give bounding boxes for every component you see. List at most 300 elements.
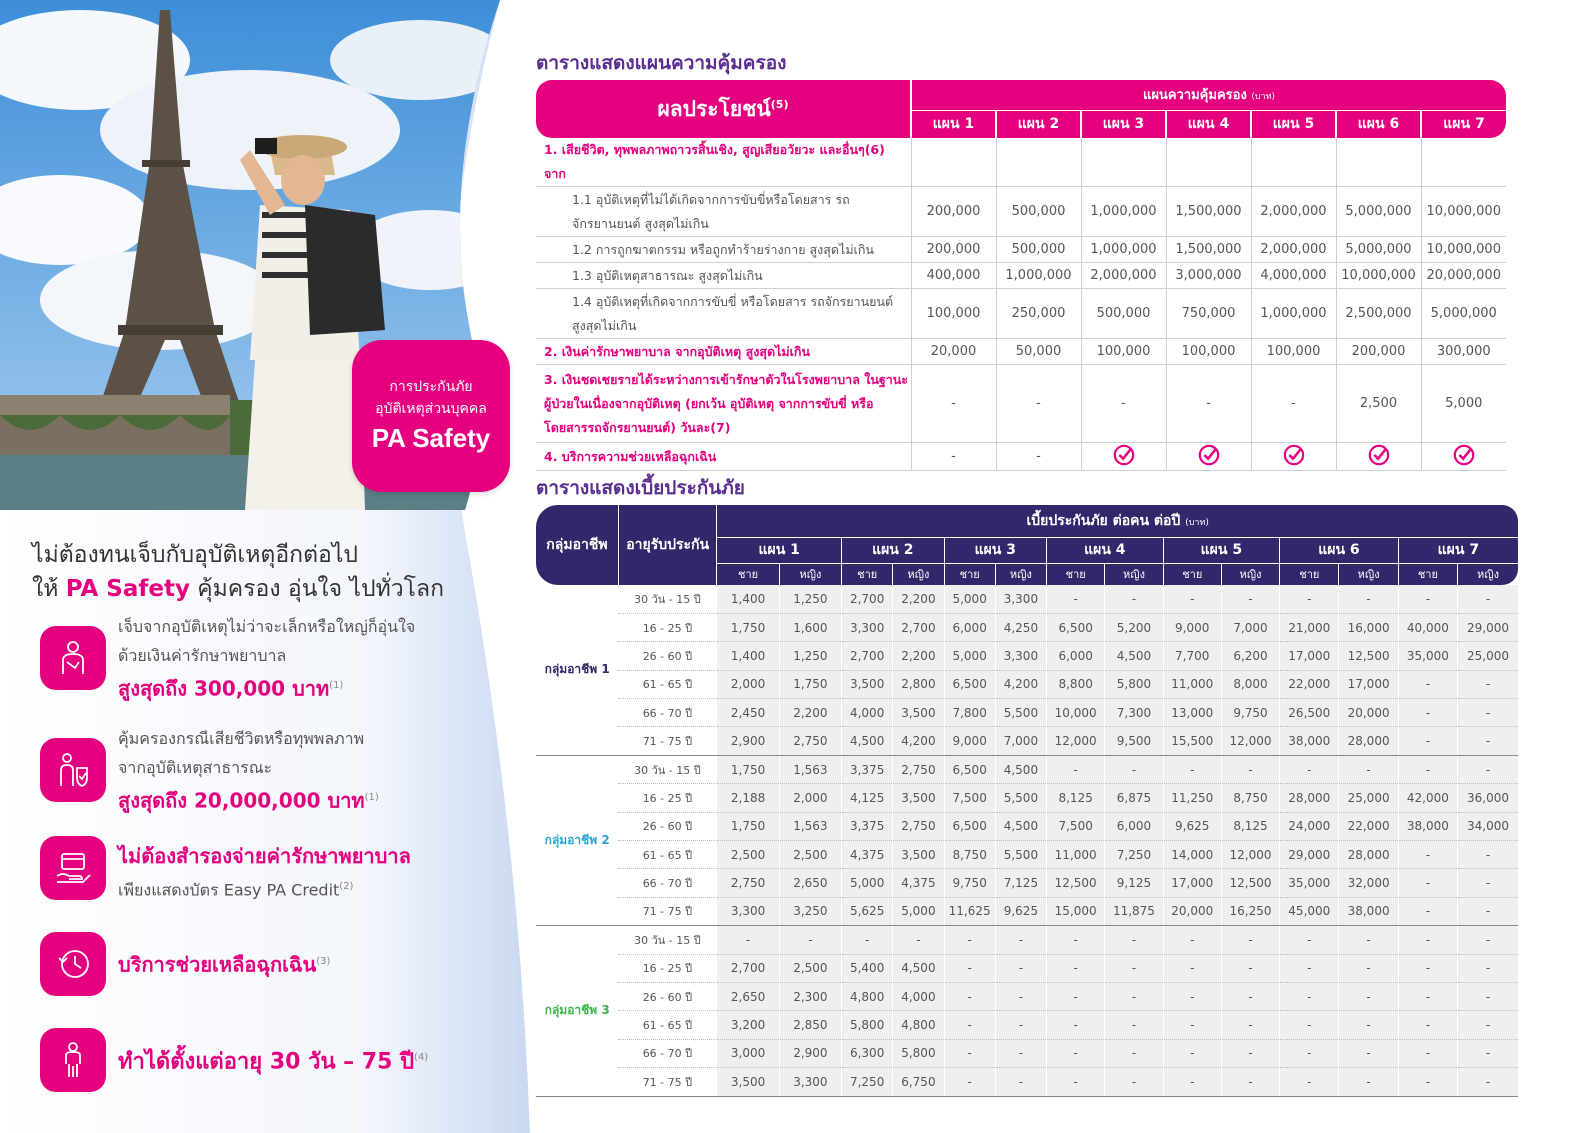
coverage-value: 200,000 <box>1336 339 1421 365</box>
premium-value: - <box>1105 585 1163 613</box>
premium-value: 6,875 <box>1105 784 1163 812</box>
feature-highlight-text: สูงสุดถึง 20,000,000 บาท <box>118 788 365 813</box>
plan-header: แผน 1 <box>911 110 996 138</box>
premium-value: 6,000 <box>1047 642 1105 670</box>
coverage-value: 10,000,000 <box>1421 187 1506 237</box>
premium-value: 4,200 <box>995 670 1046 698</box>
premium-value: - <box>1105 954 1163 982</box>
premium-value: 12,000 <box>1221 841 1279 869</box>
premium-value: 4,200 <box>893 727 944 755</box>
premium-value: 40,000 <box>1398 613 1457 641</box>
feature-no-advance-payment <box>40 836 520 906</box>
premium-value: 7,300 <box>1105 699 1163 727</box>
premium-value: - <box>944 1039 995 1067</box>
gender-male-header: ชาย <box>1047 563 1105 585</box>
premium-value: 5,500 <box>995 699 1046 727</box>
premium-value: 3,300 <box>995 642 1046 670</box>
premium-row <box>536 1068 1518 1096</box>
plan-group-header <box>911 80 1506 110</box>
age-header: อายุรับประกัน <box>618 505 717 585</box>
check-icon <box>1081 443 1166 471</box>
premium-value: 1,400 <box>717 585 779 613</box>
age-band: 66 - 70 ปี <box>618 699 717 727</box>
premium-value: 35,000 <box>1280 869 1339 897</box>
premium-value: 1,563 <box>779 755 841 783</box>
premium-value: 15,000 <box>1047 897 1105 925</box>
pa-safety-badge <box>352 340 510 492</box>
premium-value: - <box>1221 926 1279 954</box>
feature-highlight <box>118 946 330 981</box>
benefit-label: 1.2 การถูกฆาตกรรม หรือถูกทำร้ายร่างกาย สูงสุดไม่เกิน <box>536 237 911 263</box>
premium-value: 26,500 <box>1280 699 1339 727</box>
premium-value: - <box>1398 841 1457 869</box>
premium-value: 29,000 <box>1280 841 1339 869</box>
coverage-value: 2,000,000 <box>1251 187 1336 237</box>
coverage-value: 500,000 <box>996 187 1081 237</box>
premium-row <box>536 1039 1518 1067</box>
premium-value: 2,500 <box>717 841 779 869</box>
tagline-brand: PA Safety <box>65 576 190 602</box>
premium-value: - <box>995 1068 1046 1096</box>
premium-value: - <box>995 954 1046 982</box>
premium-value: 5,500 <box>995 841 1046 869</box>
premium-value: - <box>1339 982 1398 1010</box>
badge-product-name: PA Safety <box>371 423 491 453</box>
premium-value: 3,000 <box>717 1039 779 1067</box>
plan-header: แผน 4 <box>1166 110 1251 138</box>
premium-value: 10,000 <box>1047 699 1105 727</box>
benefit-label: 3. เงินชดเชยรายได้ระหว่างการเข้ารักษาตัวในโรงพยาบาล ในฐานะผู้ป่วยในเนื่องจากอุบัติเหตุ (ยกเว้น อุบัติเหตุ จากการขับขี่ หรือโดยสารรถจักรยานยนต์) วันละ(7) <box>536 365 911 443</box>
feature-line-text: เพียงแสดงบัตร Easy PA Credit <box>118 880 340 900</box>
feature-public-accident <box>40 724 520 819</box>
coverage-value <box>996 138 1081 187</box>
premium-value: 3,250 <box>779 897 841 925</box>
premium-value: - <box>1163 1011 1221 1039</box>
gender-female-header: หญิง <box>995 563 1046 585</box>
premium-value: - <box>1105 1039 1163 1067</box>
premium-value: - <box>1163 982 1221 1010</box>
premium-group-header <box>717 505 1518 537</box>
coverage-value: 5,000,000 <box>1336 237 1421 263</box>
premium-value: - <box>1458 926 1518 954</box>
premium-value: - <box>1398 926 1457 954</box>
coverage-value: 20,000 <box>911 339 996 365</box>
premium-value: 4,500 <box>995 755 1046 783</box>
feature-line: ด้วยเงินค่ารักษาพยาบาล <box>118 646 287 665</box>
card-hand-icon <box>40 836 106 900</box>
tagline-post: คุ้มครอง อุ่นใจ ไปทั่วโลก <box>189 576 445 602</box>
age-band: 26 - 60 ปี <box>618 982 717 1010</box>
coverage-value: 5,000,000 <box>1336 187 1421 237</box>
premium-value: - <box>1280 755 1339 783</box>
coverage-value: 2,000,000 <box>1251 237 1336 263</box>
premium-value: 8,125 <box>1047 784 1105 812</box>
coverage-value: 3,000,000 <box>1166 263 1251 289</box>
footnote-ref: (2) <box>339 881 354 892</box>
premium-value: - <box>1105 1011 1163 1039</box>
gender-female-header: หญิง <box>779 563 841 585</box>
premium-value: 11,000 <box>1163 670 1221 698</box>
premium-value: 35,000 <box>1398 642 1457 670</box>
premium-value: - <box>1398 670 1457 698</box>
gender-female-header: หญิง <box>1221 563 1279 585</box>
premium-value: 9,750 <box>1221 699 1279 727</box>
premium-value: 7,500 <box>944 784 995 812</box>
benefit-header-text: ผลประโยชน์ <box>657 96 771 121</box>
premium-value: - <box>1221 982 1279 1010</box>
premium-value: - <box>995 1039 1046 1067</box>
premium-value: - <box>1105 1068 1163 1096</box>
premium-value: - <box>1280 585 1339 613</box>
premium-value: - <box>1221 954 1279 982</box>
feature-emergency <box>40 932 520 998</box>
premium-value: 4,800 <box>842 982 893 1010</box>
age-band: 16 - 25 ปี <box>618 784 717 812</box>
gender-female-header: หญิง <box>893 563 944 585</box>
premium-value: 2,900 <box>779 1039 841 1067</box>
coverage-value: 300,000 <box>1421 339 1506 365</box>
premium-value: - <box>1339 1068 1398 1096</box>
premium-value: - <box>1398 727 1457 755</box>
coverage-value: 200,000 <box>911 187 996 237</box>
premium-value: 3,500 <box>717 1068 779 1096</box>
premium-value: 4,125 <box>842 784 893 812</box>
feature-age-text <box>118 1042 428 1078</box>
premium-value: - <box>1163 585 1221 613</box>
premium-value: 2,650 <box>717 982 779 1010</box>
premium-value: - <box>1458 982 1518 1010</box>
gender-female-header: หญิง <box>1339 563 1398 585</box>
premium-value: 2,500 <box>779 954 841 982</box>
gender-male-header: ชาย <box>1280 563 1339 585</box>
premium-value: 2,800 <box>893 670 944 698</box>
benefit-label: 1. เสียชีวิต, ทุพพลภาพถาวรสิ้นเชิง, สูญเสียอวัยวะ และอื่นๆ(6) จาก <box>536 138 911 187</box>
premium-value: 8,800 <box>1047 670 1105 698</box>
occupation-group-label: กลุ่มอาชีพ 1 <box>536 585 618 755</box>
premium-value: 3,375 <box>842 755 893 783</box>
coverage-value: 250,000 <box>996 289 1081 339</box>
premium-value: - <box>1398 755 1457 783</box>
premium-value: - <box>1398 869 1457 897</box>
coverage-value <box>1251 138 1336 187</box>
benefit-label: 1.4 อุบัติเหตุที่เกิดจากการขับขี่ หรือโดยสาร รถจักรยานยนต์สูงสุดไม่เกิน <box>536 289 911 339</box>
premium-value: 5,500 <box>995 784 1046 812</box>
tagline-line-1: ไม่ต้องทนเจ็บกับอุบัติเหตุอีกต่อไป <box>32 542 359 568</box>
occupation-group-label: กลุ่มอาชีพ 3 <box>536 926 618 1096</box>
check-icon <box>1421 443 1506 471</box>
coverage-value: 1,500,000 <box>1166 187 1251 237</box>
premium-value: - <box>1221 585 1279 613</box>
premium-value: - <box>1163 926 1221 954</box>
premium-value: - <box>1458 1068 1518 1096</box>
premium-value: - <box>1221 755 1279 783</box>
premium-value: 9,750 <box>944 869 995 897</box>
premium-value: 12,500 <box>1221 869 1279 897</box>
coverage-value: 4,000,000 <box>1251 263 1336 289</box>
premium-value: 14,000 <box>1163 841 1221 869</box>
premium-value: 32,000 <box>1339 869 1398 897</box>
premium-value: - <box>1339 1011 1398 1039</box>
plan-header: แผน 2 <box>842 537 945 563</box>
premium-value: - <box>1458 585 1518 613</box>
premium-value: 2,750 <box>779 727 841 755</box>
premium-value: 12,500 <box>1047 869 1105 897</box>
age-band: 16 - 25 ปี <box>618 954 717 982</box>
age-band: 66 - 70 ปี <box>618 869 717 897</box>
premium-value: 2,000 <box>717 670 779 698</box>
premium-value: 2,200 <box>893 585 944 613</box>
premium-value: 2,300 <box>779 982 841 1010</box>
age-band: 30 วัน - 15 ปี <box>618 585 717 613</box>
premium-value: 2,700 <box>717 954 779 982</box>
premium-value: 38,000 <box>1339 897 1398 925</box>
premium-value: 17,000 <box>1339 670 1398 698</box>
benefit-label: 1.3 อุบัติเหตุสาธารณะ สูงสุดไม่เกิน <box>536 263 911 289</box>
premium-value: 3,375 <box>842 812 893 840</box>
occupation-group-label: กลุ่มอาชีพ 2 <box>536 755 618 925</box>
premium-table <box>536 505 1518 1097</box>
age-band: 61 - 65 ปี <box>618 1011 717 1039</box>
feature-line: คุ้มครองกรณีเสียชีวิตหรือทุพพลภาพ <box>118 729 365 748</box>
premium-value: - <box>995 1011 1046 1039</box>
age-band: 61 - 65 ปี <box>618 841 717 869</box>
premium-value: 8,000 <box>1221 670 1279 698</box>
coverage-value: 1,000,000 <box>1081 237 1166 263</box>
coverage-value: 1,000,000 <box>996 263 1081 289</box>
premium-value: 20,000 <box>1163 897 1221 925</box>
coverage-value <box>1336 138 1421 187</box>
plan-header: แผน 2 <box>996 110 1081 138</box>
premium-body <box>536 585 1518 1096</box>
premium-value: - <box>842 926 893 954</box>
premium-value: 17,000 <box>1163 869 1221 897</box>
premium-value: 6,500 <box>944 812 995 840</box>
premium-row <box>536 982 1518 1010</box>
coverage-value <box>1166 138 1251 187</box>
gender-male-header: ชาย <box>1398 563 1457 585</box>
premium-row <box>536 642 1518 670</box>
feature-highlight-text: สูงสุดถึง 300,000 บาท <box>118 676 330 701</box>
premium-value: - <box>944 1011 995 1039</box>
plan-header: แผน 3 <box>1081 110 1166 138</box>
premium-value: - <box>1398 982 1457 1010</box>
age-band: 26 - 60 ปี <box>618 812 717 840</box>
premium-value: - <box>1280 982 1339 1010</box>
premium-value: - <box>1105 926 1163 954</box>
premium-value: 3,500 <box>893 784 944 812</box>
premium-value: 8,750 <box>1221 784 1279 812</box>
feature-highlight <box>118 782 379 817</box>
age-band: 71 - 75 ปี <box>618 727 717 755</box>
coverage-row <box>536 365 1506 443</box>
premium-value: 9,125 <box>1105 869 1163 897</box>
premium-value: - <box>1280 954 1339 982</box>
premium-value: - <box>1221 1011 1279 1039</box>
premium-row <box>536 812 1518 840</box>
coverage-value: 400,000 <box>911 263 996 289</box>
premium-value: 13,000 <box>1163 699 1221 727</box>
plan-header: แผน 6 <box>1280 537 1399 563</box>
coverage-body <box>536 138 1506 471</box>
benefit-label: 4. บริการความช่วยเหลือฉุกเฉิน <box>536 443 911 471</box>
premium-value: 16,250 <box>1221 897 1279 925</box>
premium-row <box>536 869 1518 897</box>
premium-value: - <box>1398 954 1457 982</box>
coverage-row <box>536 289 1506 339</box>
premium-value: 2,700 <box>842 585 893 613</box>
gender-male-header: ชาย <box>1163 563 1221 585</box>
coverage-value: - <box>1251 365 1336 443</box>
premium-value: 3,300 <box>717 897 779 925</box>
premium-value: 25,000 <box>1458 642 1518 670</box>
premium-value: 4,375 <box>893 869 944 897</box>
premium-table-title: ตารางแสดงเบี้ยประกันภัย <box>536 477 745 499</box>
age-band: 71 - 75 ปี <box>618 1068 717 1096</box>
premium-header-text: เบี้ยประกันภัย ต่อคน ต่อปี <box>1026 512 1181 529</box>
premium-value: 9,500 <box>1105 727 1163 755</box>
premium-value: 28,000 <box>1280 784 1339 812</box>
premium-value: 7,000 <box>1221 613 1279 641</box>
premium-value: 5,000 <box>944 585 995 613</box>
premium-value: 28,000 <box>1339 727 1398 755</box>
feature-medical <box>40 612 520 707</box>
coverage-value: 100,000 <box>1081 339 1166 365</box>
premium-value: - <box>1221 1039 1279 1067</box>
premium-value: 1,750 <box>717 812 779 840</box>
premium-value: 11,625 <box>944 897 995 925</box>
coverage-value: 1,000,000 <box>1081 187 1166 237</box>
age-band: 71 - 75 ปี <box>618 897 717 925</box>
premium-row <box>536 613 1518 641</box>
premium-value: - <box>944 954 995 982</box>
premium-value: - <box>1221 1068 1279 1096</box>
premium-value: 22,000 <box>1339 812 1398 840</box>
coverage-value: 100,000 <box>1166 339 1251 365</box>
premium-value: 2,000 <box>779 784 841 812</box>
coverage-value: - <box>1081 365 1166 443</box>
premium-value: 29,000 <box>1458 613 1518 641</box>
premium-value: 36,000 <box>1458 784 1518 812</box>
premium-value: 7,700 <box>1163 642 1221 670</box>
coverage-row <box>536 237 1506 263</box>
premium-value: - <box>1105 755 1163 783</box>
premium-value: - <box>1458 897 1518 925</box>
gender-male-header: ชาย <box>842 563 893 585</box>
premium-value: - <box>1339 585 1398 613</box>
premium-value: 11,250 <box>1163 784 1221 812</box>
premium-value: 4,000 <box>842 699 893 727</box>
premium-value: 7,125 <box>995 869 1046 897</box>
check-icon <box>1166 443 1251 471</box>
feature-medical-text <box>118 612 415 705</box>
premium-row <box>536 841 1518 869</box>
premium-value: 6,500 <box>944 755 995 783</box>
premium-value: - <box>1280 1011 1339 1039</box>
age-band: 30 วัน - 15 ปี <box>618 926 717 954</box>
premium-value: 1,750 <box>779 670 841 698</box>
premium-value: 1,750 <box>717 755 779 783</box>
premium-value: 6,500 <box>1047 613 1105 641</box>
plan-header: แผน 6 <box>1336 110 1421 138</box>
plan-header: แผน 5 <box>1163 537 1280 563</box>
premium-row <box>536 727 1518 755</box>
premium-value: 12,500 <box>1339 642 1398 670</box>
premium-value: 5,800 <box>1105 670 1163 698</box>
benefit-label: 2. เงินค่ารักษาพยาบาล จากอุบัติเหตุ สูงสุดไม่เกิน <box>536 339 911 365</box>
premium-value: 9,625 <box>1163 812 1221 840</box>
coverage-value: - <box>996 443 1081 471</box>
coverage-value: 1,500,000 <box>1166 237 1251 263</box>
coverage-value: 5,000,000 <box>1421 289 1506 339</box>
premium-value: 2,200 <box>893 642 944 670</box>
premium-value: - <box>1458 755 1518 783</box>
feature-highlight-text: ทำได้ตั้งแต่อายุ 30 วัน – 75 ปี <box>118 1049 415 1075</box>
feature-public-accident-text <box>118 724 379 817</box>
protected-person-icon <box>40 738 106 802</box>
coverage-value: 2,500 <box>1336 365 1421 443</box>
premium-value: 24,000 <box>1280 812 1339 840</box>
premium-row <box>536 1011 1518 1039</box>
premium-value: 5,400 <box>842 954 893 982</box>
premium-value: - <box>1458 1011 1518 1039</box>
premium-value: - <box>1398 585 1457 613</box>
coverage-value: 10,000,000 <box>1336 263 1421 289</box>
premium-row <box>536 699 1518 727</box>
coverage-value: - <box>911 365 996 443</box>
premium-value: 4,500 <box>893 954 944 982</box>
premium-value: 2,750 <box>893 755 944 783</box>
premium-value: - <box>1398 897 1457 925</box>
premium-value: - <box>1339 755 1398 783</box>
premium-value: 6,500 <box>944 670 995 698</box>
premium-value: 25,000 <box>1339 784 1398 812</box>
benefit-label: 1.1 อุบัติเหตุที่ไม่ได้เกิดจากการขับขี่หรือโดยสาร รถจักรยานยนต์ สูงสุดไม่เกิน <box>536 187 911 237</box>
premium-value: 3,300 <box>779 1068 841 1096</box>
plan-header: แผน 1 <box>717 537 842 563</box>
plan-header: แผน 4 <box>1047 537 1164 563</box>
coverage-value: 2,500,000 <box>1336 289 1421 339</box>
premium-value: 3,500 <box>893 841 944 869</box>
coverage-row <box>536 187 1506 237</box>
coverage-row <box>536 443 1506 471</box>
premium-value: 9,000 <box>944 727 995 755</box>
premium-value: 4,000 <box>893 982 944 1010</box>
premium-row <box>536 755 1518 783</box>
premium-row <box>536 897 1518 925</box>
premium-value: - <box>1339 1039 1398 1067</box>
premium-value: 4,500 <box>1105 642 1163 670</box>
premium-value: - <box>1339 926 1398 954</box>
premium-value: 2,500 <box>779 841 841 869</box>
coverage-value: 500,000 <box>996 237 1081 263</box>
premium-value: 4,800 <box>893 1011 944 1039</box>
premium-value: 12,000 <box>1047 727 1105 755</box>
premium-value: - <box>1458 954 1518 982</box>
injured-person-icon <box>40 626 106 690</box>
footnote-ref: (4) <box>414 1052 429 1063</box>
coverage-value: 20,000,000 <box>1421 263 1506 289</box>
coverage-value: 5,000 <box>1421 365 1506 443</box>
premium-value: - <box>944 926 995 954</box>
coverage-row <box>536 138 1506 187</box>
premium-value: - <box>893 926 944 954</box>
gender-male-header: ชาย <box>717 563 779 585</box>
premium-value: 3,200 <box>717 1011 779 1039</box>
tagline-pre: ให้ <box>32 576 66 602</box>
premium-value: 2,450 <box>717 699 779 727</box>
emergency-clock-icon <box>40 932 106 996</box>
premium-value: - <box>1458 670 1518 698</box>
